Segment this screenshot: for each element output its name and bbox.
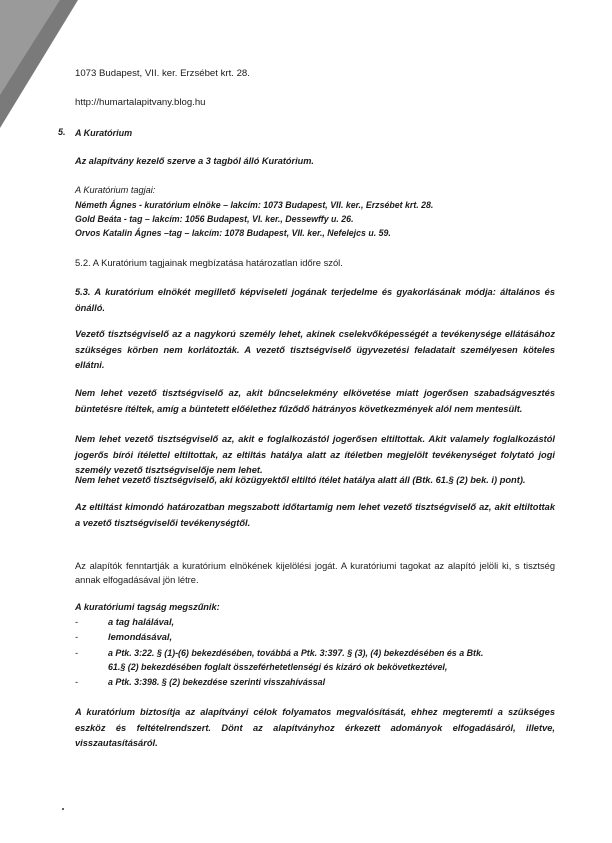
folded-corner-shadow <box>0 0 80 130</box>
section-title: A Kuratórium <box>75 128 133 138</box>
termination-item-continued: 61.§ (2) bekezdésében foglalt összeférhetetlenségi és kizáró ok bekövetkeztével, <box>108 662 448 672</box>
header-address: 1073 Budapest, VII. ker. Erzsébet krt. 28. <box>75 68 250 79</box>
paragraph-nem-lehet-1: Nem lehet vezető tisztségviselő az, akit bűncselekmény elkövetése miatt jogerősen szabadságvesztés büntetésre ítéltek, amíg a büntetett előélethez fűződő hátrányos következmények alól nem mentesült. <box>75 388 555 414</box>
member-line: Orvos Katalin Ágnes –tag – lakcím: 1078 Budapest, VII. ker., Nefelejcs u. 59. <box>75 228 391 238</box>
list-bullet: - <box>75 648 79 659</box>
members-heading: A Kuratórium tagjai: <box>75 185 156 195</box>
section-intro: Az alapítvány kezelő szerve a 3 tagból álló Kuratórium. <box>75 156 314 166</box>
list-bullet: - <box>75 617 79 628</box>
paragraph-nem-lehet-2: Nem lehet vezető tisztségviselő az, akit e foglalkozástól jogerősen eltiltottak. Akit valamely foglalkozástól jogerős bírói ítélettel eltiltottak, az eltiltás hatálya alatt az ítéletben megjelölt tevékenységet folytató jogi személy vezető tisztségviselője nem lehet. <box>75 434 555 475</box>
paragraph-vezeto: Vezető tisztségviselő az a nagykorú személy lehet, akinek cselekvőképességét a tevékenysége ellátásához szükséges körben nem korlátozták. A vezető tisztségviselő ügyvezetési feladatait személyesen köteles ellátni. <box>75 329 555 370</box>
scan-speck <box>62 808 64 810</box>
termination-heading: A kuratóriumi tagság megszűnik: <box>75 602 220 612</box>
paragraph-nem-lehet-3: Nem lehet vezető tisztségviselő, aki közügyektől eltiltó ítélet hatálya alatt áll (Btk. 61.§ (2) bek. i) pont). <box>75 475 526 485</box>
termination-item: a Ptk. 3:22. § (1)-(6) bekezdésében, továbbá a Ptk. 3:397. § (3), (4) bekezdésében és a Btk. <box>108 648 484 658</box>
termination-item: lemondásával, <box>108 632 173 642</box>
termination-item: a Ptk. 3:398. § (2) bekezdése szerinti visszahívással <box>108 677 326 687</box>
member-line: Gold Beáta - tag – lakcím: 1056 Budapest, VI. ker., Dessewffy u. 26. <box>75 214 354 224</box>
paragraph-final: A kuratórium biztosítja az alapítványi célok folyamatos megvalósítását, ehhez megteremti a szükséges eszköz és feltételrendszert. Dönt az alapítványhoz érkezett adományok elfogadásáról, illetve, visszautasításáról. <box>75 707 555 748</box>
list-bullet: - <box>75 677 79 688</box>
paragraph-5-2: 5.2. A Kuratórium tagjainak megbízatása határozatlan időre szól. <box>75 257 343 268</box>
paragraph-alapitok: Az alapítók fenntartják a kuratórium elnökének kijelölési jogát. A kuratóriumi tagokat az alapító jelöli ki, s tisztség annak elfogadásával jön létre. <box>75 561 555 585</box>
termination-item: a tag halálával, <box>108 617 175 627</box>
section-number: 5. <box>58 127 66 137</box>
paragraph-eltiltas: Az eltiltást kimondó határozatban megszabott időtartamig nem lehet vezető tisztségviselő az, akit eltiltottak a vezető tisztségviselői tevékenységtől. <box>75 502 555 528</box>
header-url: http://humartalapitvany.blog.hu <box>75 97 206 108</box>
paragraph-5-3: 5.3. A kuratórium elnökét megillető képviseleti jogának terjedelme és gyakorlásának módja: általános és önálló. <box>75 287 555 313</box>
member-line: Németh Ágnes - kuratórium elnöke – lakcím: 1073 Budapest, VII. ker., Erzsébet krt. 28. <box>75 200 434 210</box>
list-bullet: - <box>75 632 79 643</box>
